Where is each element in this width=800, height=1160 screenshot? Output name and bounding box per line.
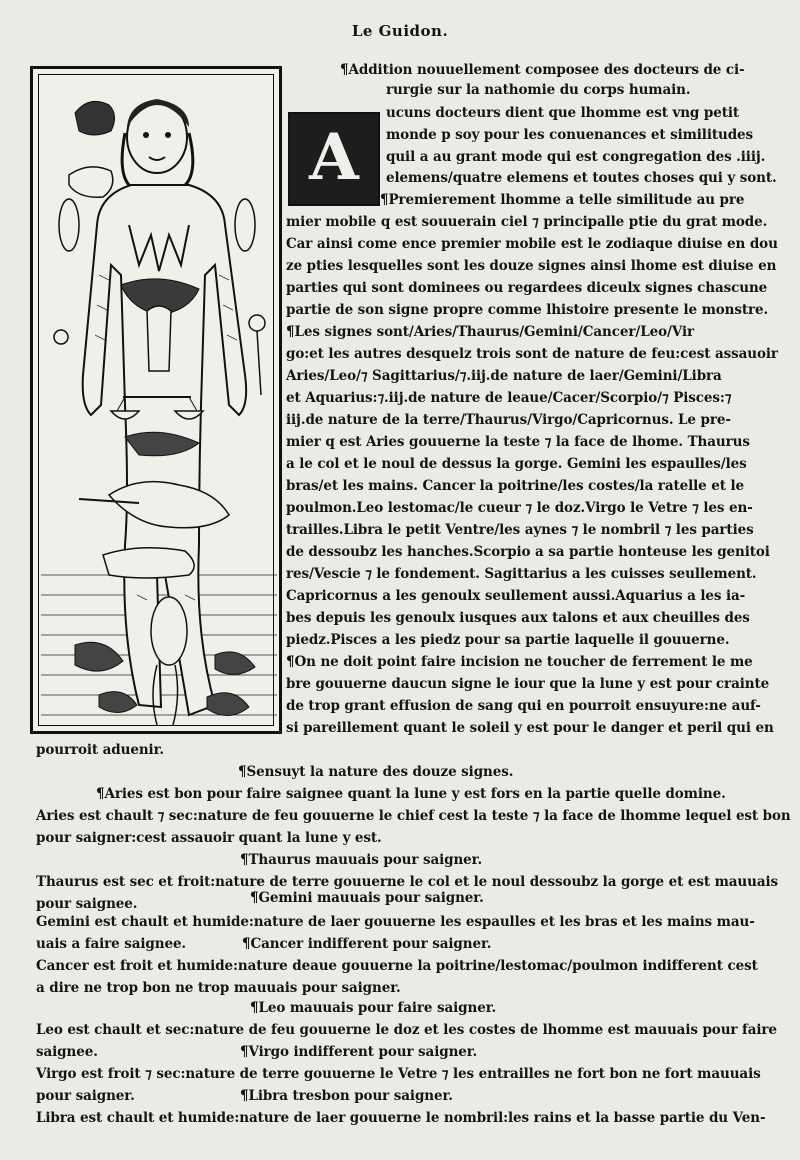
text-line: piedz.Pisces a les piedz pour sa partie laquelle il gouuerne. <box>286 632 730 648</box>
running-head: Le Guidon. <box>351 22 449 40</box>
text-line: partie de son signe propre comme lhistoire presente le monstre. <box>286 302 769 318</box>
text-line: res/Vescie ⁊ le fondement. Sagittarius a les cuisses seullement. <box>286 566 757 582</box>
text-line: trailles.Libra le petit Ventre/les aynes ⁊ le nombril ⁊ les parties <box>286 522 754 538</box>
text-line: ¶Aries est bon pour faire saignee quant la lune y est fors en la partie quelle domine. <box>96 786 726 802</box>
text-line: quil a au grant mode qui est congregation des .iiij. <box>386 149 766 165</box>
text-line: Virgo est froit ⁊ sec:nature de terre gouuerne le Vetre ⁊ les entrailles ne fort bon ne fort mauuais <box>36 1066 761 1082</box>
sign-heading: ¶Libra tresbon pour saigner. <box>240 1088 453 1104</box>
text-line: Aries est chault ⁊ sec:nature de feu gouuerne le chief cest la teste ⁊ la face de lhomme lequel est bon <box>36 808 791 824</box>
text-line: Capricornus a les genoulx seullement aussi.Aquarius a les ia- <box>286 588 746 604</box>
text-line: ze pties lesquelles sont les douze signes ainsi lhome est diuise en <box>286 258 777 274</box>
zodiac-man-woodcut <box>30 66 282 734</box>
text-line: ¶Premierement lhomme a telle similitude au pre <box>380 192 745 208</box>
sign-heading: ¶Leo mauuais pour faire saigner. <box>250 1000 497 1016</box>
text-line: uais a faire saignee. <box>36 936 187 952</box>
text-line: pour saigner. <box>36 1088 135 1104</box>
text-line: pour saignee. <box>36 896 138 912</box>
text-line: monde p soy pour les conuenances et similitudes <box>386 127 754 143</box>
text-line: mier mobile q est souuerain ciel ⁊ principalle ptie du grat mode. <box>286 214 768 230</box>
text-line: saignee. <box>36 1044 98 1060</box>
sign-heading: ¶Gemini mauuais pour saigner. <box>250 890 484 906</box>
text-line: Gemini est chault et humide:nature de laer gouuerne les espaulles et les bras et les mains mau- <box>36 914 755 930</box>
zodiac-man-icon <box>39 75 279 731</box>
text-line: a dire ne trop bon ne trop mauuais pour saigner. <box>36 980 401 996</box>
text-line: Thaurus est sec et froit:nature de terre gouuerne le col et le noul dessoubz la gorge et est mauuais <box>36 874 779 890</box>
text-line: pourroit aduenir. <box>36 742 164 758</box>
woodcut-frame <box>38 74 274 726</box>
text-line: rurgie sur la nathomie du corps humain. <box>386 82 691 98</box>
text-line: si pareillement quant le soleil y est pour le danger et peril qui en <box>286 720 774 736</box>
text-line: ¶Addition nouuellement composee des docteurs de ci- <box>340 62 745 78</box>
text-line: Aries/Leo/⁊ Sagittarius/⁊.iij.de nature de laer/Gemini/Libra <box>286 368 722 384</box>
text-line: de dessoubz les hanches.Scorpio a sa partie honteuse les genitoi <box>286 544 770 560</box>
initial-letter: A <box>309 120 359 195</box>
text-line: ¶On ne doit point faire incision ne toucher de ferrement le me <box>286 654 753 670</box>
sign-heading: ¶Cancer indifferent pour saigner. <box>242 936 492 952</box>
text-line: bre gouuerne daucun signe le iour que la lune y est pour crainte <box>286 676 770 692</box>
text-line: Car ainsi come ence premier mobile est le zodiaque diuise en dou <box>286 236 778 252</box>
text-line: bras/et les mains. Cancer la poitrine/les costes/la ratelle et le <box>286 478 744 494</box>
text-line: iij.de nature de la terre/Thaurus/Virgo/Capricornus. Le pre- <box>286 412 731 428</box>
text-line: mier q est Aries gouuerne la teste ⁊ la face de lhome. Thaurus <box>286 434 750 450</box>
decorated-initial-A <box>288 112 380 206</box>
text-line: bes depuis les genoulx iusques aux talons et aux cheuilles des <box>286 610 750 626</box>
text-line: parties qui sont dominees ou regardees diceulx signes chascune <box>286 280 768 296</box>
text-line: go:et les autres desquelz trois sont de nature de feu:cest assauoir <box>286 346 778 362</box>
text-line: et Aquarius:⁊.iij.de nature de leaue/Cacer/Scorpio/⁊ Pisces:⁊ <box>286 390 732 406</box>
text-line: Leo est chault et sec:nature de feu gouuerne le doz et les costes de lhomme est mauuais pour faire <box>36 1022 777 1038</box>
section-heading: ¶Sensuyt la nature des douze signes. <box>238 764 514 780</box>
text-line: elemens/quatre elemens et toutes choses qui y sont. <box>386 170 777 186</box>
text-line: Libra est chault et humide:nature de laer gouuerne le nombril:les rains et la basse partie du Ven- <box>36 1110 766 1126</box>
text-line: pour saigner:cest assauoir quant la lune y est. <box>36 830 382 846</box>
text-line: de trop grant effusion de sang qui en pourroit ensuyure:ne auf- <box>286 698 761 714</box>
text-line: Cancer est froit et humide:nature deaue gouuerne la poitrine/lestomac/poulmon indifferent cest <box>36 958 758 974</box>
sign-heading: ¶Thaurus mauuais pour saigner. <box>240 852 483 868</box>
text-line: ¶Les signes sont/Aries/Thaurus/Gemini/Cancer/Leo/Vir <box>286 324 695 340</box>
sign-heading: ¶Virgo indifferent pour saigner. <box>240 1044 478 1060</box>
text-line: ucuns docteurs dient que lhomme est vng petit <box>386 105 739 121</box>
text-line: poulmon.Leo lestomac/le cueur ⁊ le doz.Virgo le Vetre ⁊ les en- <box>286 500 753 516</box>
text-line: a le col et le noul de dessus la gorge. Gemini les espaulles/les <box>286 456 747 472</box>
